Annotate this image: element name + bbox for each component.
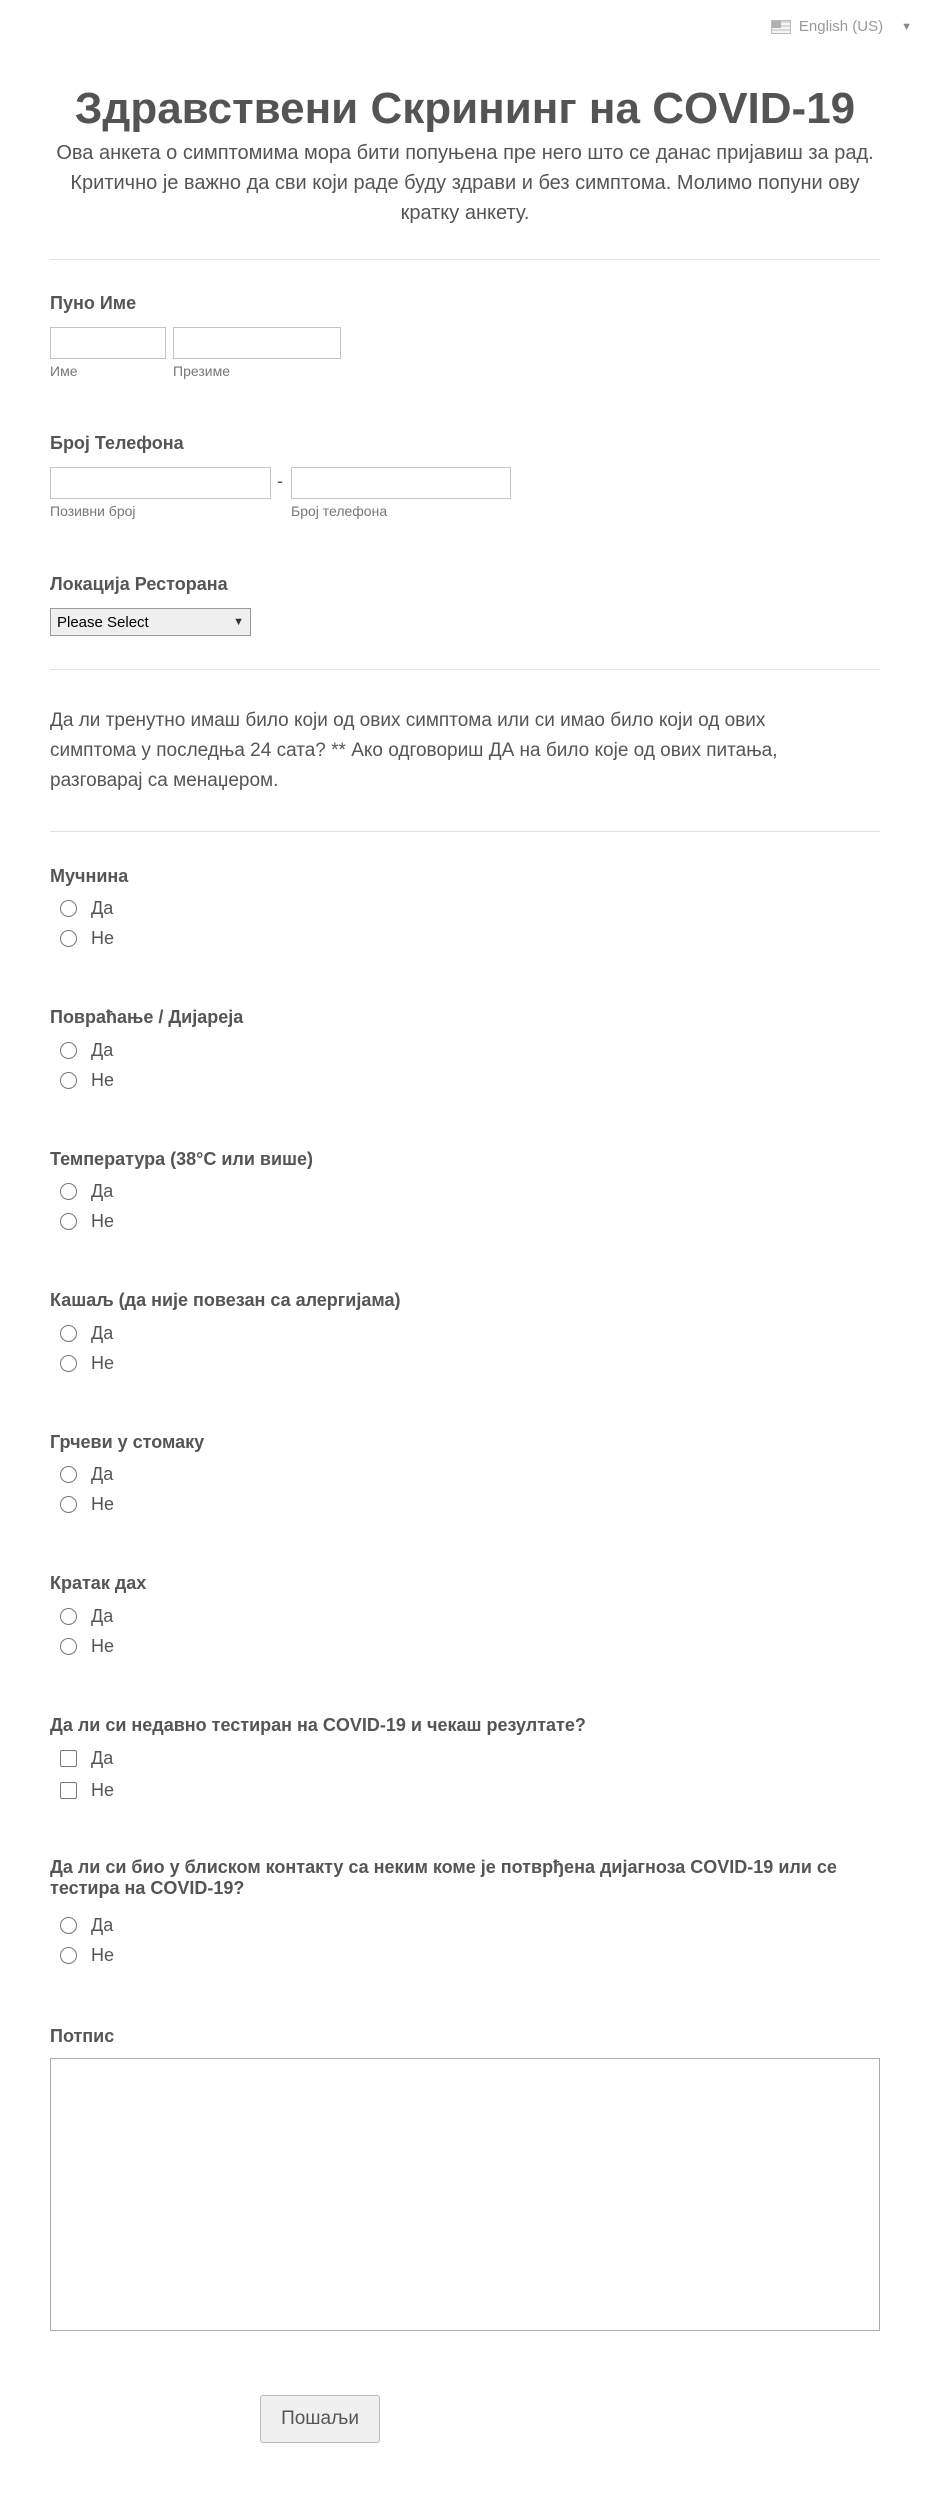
first-name-input[interactable]	[50, 327, 166, 359]
question-cough-label: Кашаљ (да није повезан са алергијама)	[50, 1290, 401, 1310]
tested-no-option[interactable]: Не	[60, 1780, 114, 1801]
submit-button[interactable]: Пошаљи	[260, 2395, 380, 2443]
question-nausea-label: Мучнина	[50, 866, 129, 886]
nausea-no-option[interactable]: Не	[60, 928, 114, 949]
question-breath-label: Кратак дах	[50, 1573, 147, 1593]
language-selector[interactable]	[771, 18, 912, 35]
symptoms-intro: Да ли тренутно имаш било који од ових симптома или си имао било који од ових симптома у последња 24 сата? ** Ако одговориш ДА на било које од ових питања, разговарај са менаџером.	[50, 710, 778, 791]
radio-button[interactable]	[60, 1355, 77, 1372]
radio-button[interactable]	[60, 930, 77, 947]
question-contact-label: Да ли си био у блиском контакту са неким коме је потврђена дијагноза COVID-19 или се тестира на COVID-19?	[50, 1857, 837, 1898]
language-label: English (US)	[798, 18, 884, 35]
radio-button[interactable]	[60, 1042, 77, 1059]
contact-yes-option[interactable]: Да	[60, 1915, 113, 1936]
cough-yes-option[interactable]: Да	[60, 1323, 113, 1344]
cramps-no-option[interactable]: Не	[60, 1494, 114, 1515]
contact-no-option[interactable]: Не	[60, 1945, 114, 1966]
chevron-down-icon: ▼	[233, 616, 244, 628]
radio-button[interactable]	[60, 1917, 77, 1934]
last-name-sublabel: Презиме	[173, 363, 230, 379]
full-name-label: Пуно Име	[50, 293, 137, 313]
area-code-input[interactable]	[50, 467, 271, 499]
breath-yes-option[interactable]: Да	[60, 1606, 113, 1627]
first-name-sublabel: Име	[50, 363, 78, 379]
vomiting-yes-option[interactable]: Да	[60, 1040, 113, 1061]
phone-separator: -	[277, 471, 283, 491]
temperature-yes-option[interactable]: Да	[60, 1181, 113, 1202]
cramps-yes-option[interactable]: Да	[60, 1464, 113, 1485]
checkbox[interactable]	[60, 1782, 77, 1799]
signature-label: Потпис	[50, 2026, 115, 2046]
page-subtitle: Ова анкета о симптомима мора бити попуњена пре него што се данас пријавиш за рад. Критично је важно да сви који раде буду здрави и без симптома. Молимо попуни ову кратку анкету.	[56, 142, 874, 224]
vomiting-no-option[interactable]: Не	[60, 1070, 114, 1091]
radio-button[interactable]	[60, 1183, 77, 1200]
phone-number-sublabel: Број телефона	[291, 503, 388, 519]
phone-number-input[interactable]	[291, 467, 511, 499]
breath-no-option[interactable]: Не	[60, 1636, 114, 1657]
checkbox[interactable]	[60, 1750, 77, 1767]
temperature-no-option[interactable]: Не	[60, 1211, 114, 1232]
radio-button[interactable]	[60, 1947, 77, 1964]
cough-no-option[interactable]: Не	[60, 1353, 114, 1374]
location-selected-value: Please Select	[57, 613, 149, 631]
tested-yes-option[interactable]: Да	[60, 1748, 113, 1769]
radio-button[interactable]	[60, 1608, 77, 1625]
area-code-sublabel: Позивни број	[50, 503, 136, 519]
location-select[interactable]	[50, 608, 251, 636]
last-name-input[interactable]	[173, 327, 341, 359]
radio-button[interactable]	[60, 1325, 77, 1342]
radio-button[interactable]	[60, 1496, 77, 1513]
divider	[50, 259, 880, 260]
page-title: Здравствени Скрининг на COVID-19	[74, 84, 856, 133]
divider	[50, 831, 880, 832]
radio-button[interactable]	[60, 1072, 77, 1089]
question-cramps-label: Грчеви у стомаку	[50, 1432, 205, 1452]
question-tested-label: Да ли си недавно тестиран на COVID-19 и чекаш резултате?	[50, 1715, 586, 1735]
radio-button[interactable]	[60, 1466, 77, 1483]
phone-label: Број Телефона	[50, 433, 184, 453]
chevron-down-icon: ▼	[901, 20, 912, 33]
location-label: Локација Ресторана	[50, 574, 228, 594]
radio-button[interactable]	[60, 900, 77, 917]
divider	[50, 669, 880, 670]
nausea-yes-option[interactable]: Да	[60, 898, 113, 919]
question-temperature-label: Температура (38°C или више)	[50, 1149, 314, 1169]
radio-button[interactable]	[60, 1638, 77, 1655]
radio-button[interactable]	[60, 1213, 77, 1230]
question-vomiting-label: Повраћање / Дијареја	[50, 1007, 244, 1027]
us-flag-icon	[771, 20, 791, 34]
signature-pad[interactable]	[50, 2058, 880, 2331]
